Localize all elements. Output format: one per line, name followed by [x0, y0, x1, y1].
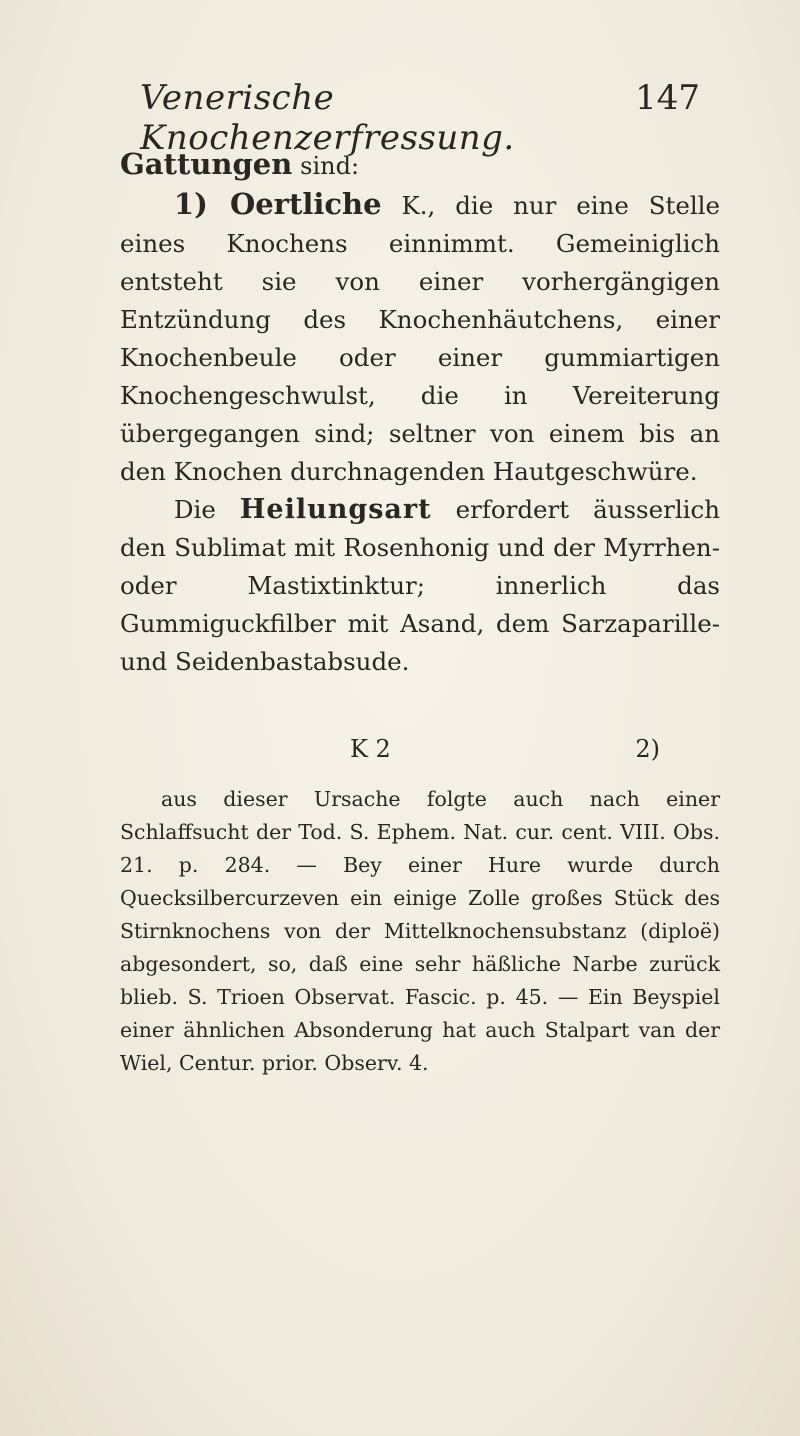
page-number: 147 — [635, 78, 700, 118]
item-1-paragraph — [120, 185, 720, 491]
running-title: Venerische Knochenzerfressung. — [140, 78, 515, 158]
treatment-term: Heilungsart — [239, 494, 432, 525]
item-1-text: K., die nur eine Stelle eines Knochens einnimmt. Gemeiniglich entsteht sie von einer vorhergängigen Entzündung des Knochenhäutchens, einer Knochenbeule oder einer gummiartigen Knochengeschwulst, die in Vereiterung übergegangen sind; seltner von einem bis an den Knochen durchnagenden Hautgeschwüre. — [120, 191, 720, 486]
page-header — [120, 78, 700, 158]
catchline — [120, 735, 720, 771]
footnote-text: aus dieser Ursache folgte auch nach einer Schlaffsucht der Tod. S. Ephem. Nat. cur. cent. VIII. Obs. 21. p. 284. — Bey einer Hure wurde durch Quecksilbercurzeven ein einige Zolle großes Stück des Stirnknochens von der Mittelknochensubstanz (diploë) abgesondert, so, daß eine sehr häßliche Narbe zurück blieb. S. Trioen Observat. Fascic. p. 45. — Ein Beyspiel einer ähnlichen Absonderung hat auch Stalpart van der Wiel, Centur. prior. Observ. 4. — [120, 787, 720, 1075]
treatment-lead: Die — [173, 495, 216, 524]
treatment-paragraph — [120, 491, 720, 681]
catchword: 2) — [635, 735, 660, 763]
section-heading: Gattungen — [120, 147, 293, 181]
footnote — [120, 783, 720, 1080]
section-heading-line — [120, 145, 720, 185]
section-heading-tail: sind: — [300, 152, 360, 180]
main-text — [120, 145, 720, 681]
item-1-label: 1) Oertliche — [173, 187, 382, 221]
signature-mark: K 2 — [350, 735, 391, 763]
treatment-text: erfordert äusserlich den Sublimat mit Rosenhonig und der Myrrhen- oder Mastixtinktur; innerlich das Gummiguckfilber mit Asand, dem Sarzaparille- und Seidenbastabsude. — [120, 495, 720, 676]
